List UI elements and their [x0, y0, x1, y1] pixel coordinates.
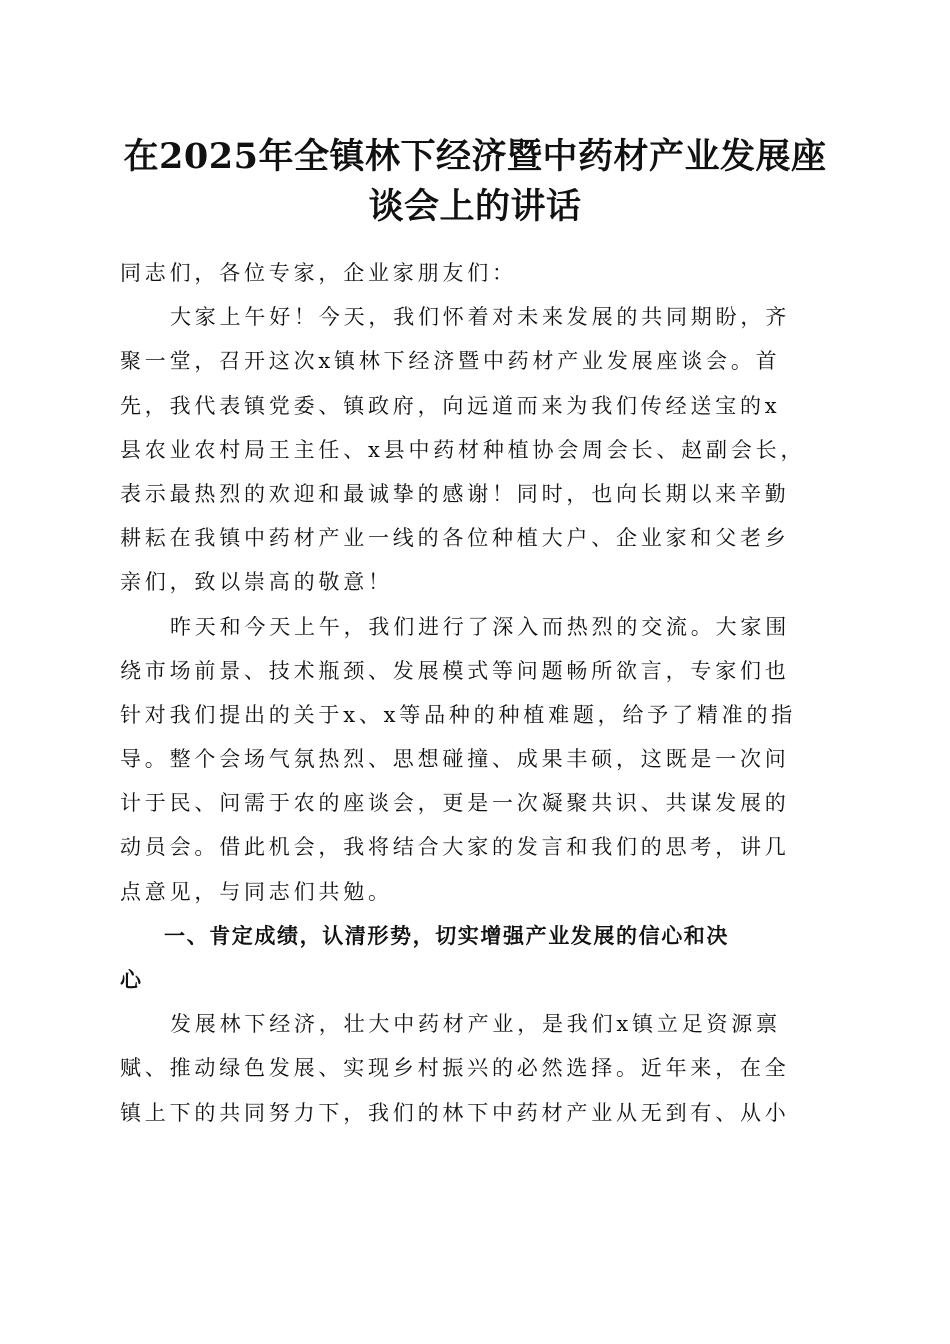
paragraph-line: 导。整个会场气氛热烈、思想碰撞、成果丰硕，这既是一次问 [120, 747, 790, 772]
paragraph-line: 聚一堂，召开这次x镇林下经济暨中药材产业发展座谈会。首 [120, 349, 781, 374]
paragraph-line: 赋、推动绿色发展、实现乡村振兴的必然选择。近年来，在全 [120, 1056, 790, 1081]
paragraph-line: 先，我代表镇党委、镇政府，向远道而来为我们传经送宝的x [120, 393, 781, 418]
paragraph-line: 绕市场前景、技术瓶颈、发展模式等问题畅所欲言，专家们也 [120, 658, 790, 683]
paragraph-line: 镇上下的共同努力下，我们的林下中药材产业从无到有、从小 [120, 1100, 790, 1125]
section-heading-line: 心 [120, 967, 143, 992]
paragraph-line: 发展林下经济，壮大中药材产业，是我们x镇立足资源禀 [170, 1012, 781, 1037]
section-heading-line: 一、肯定成绩，认清形势，切实增强产业发展的信心和决 [164, 922, 729, 948]
paragraph-line: 表示最热烈的欢迎和最诚挚的感谢！同时，也向长期以来辛勤 [120, 481, 790, 506]
salutation-line: 同志们，各位专家，企业家朋友们： [120, 261, 517, 285]
paragraph-line: 昨天和今天上午，我们进行了深入而热烈的交流。大家围 [170, 614, 790, 639]
paragraph-line: 计于民、问需于农的座谈会，更是一次凝聚共识、共谋发展的 [120, 791, 790, 816]
paragraph-line: 大家上午好！今天，我们怀着对未来发展的共同期盼，齐 [170, 305, 790, 330]
document-body [120, 251, 832, 1135]
paragraph-line: 点意见，与同志们共勉。 [120, 879, 393, 904]
paragraph-line: 动员会。借此机会，我将结合大家的发言和我们的思考，讲几 [120, 835, 790, 860]
paragraph-line: 针对我们提出的关于x、x等品种的种植难题，给予了精准的指 [120, 702, 797, 727]
document-title [90, 132, 860, 232]
paragraph-line: 耕耘在我镇中药材产业一线的各位种植大户、企业家和父老乡 [120, 526, 790, 551]
paragraph-line: 亲们，致以崇高的敬意！ [120, 570, 393, 595]
title-line: 谈会上的讲话 [368, 186, 582, 227]
title-line: 在2025年全镇林下经济暨中药材产业发展座 [123, 136, 827, 177]
paragraph-line: 县农业农村局王主任、x县中药材种植协会周会长、赵副会长， [120, 437, 806, 462]
